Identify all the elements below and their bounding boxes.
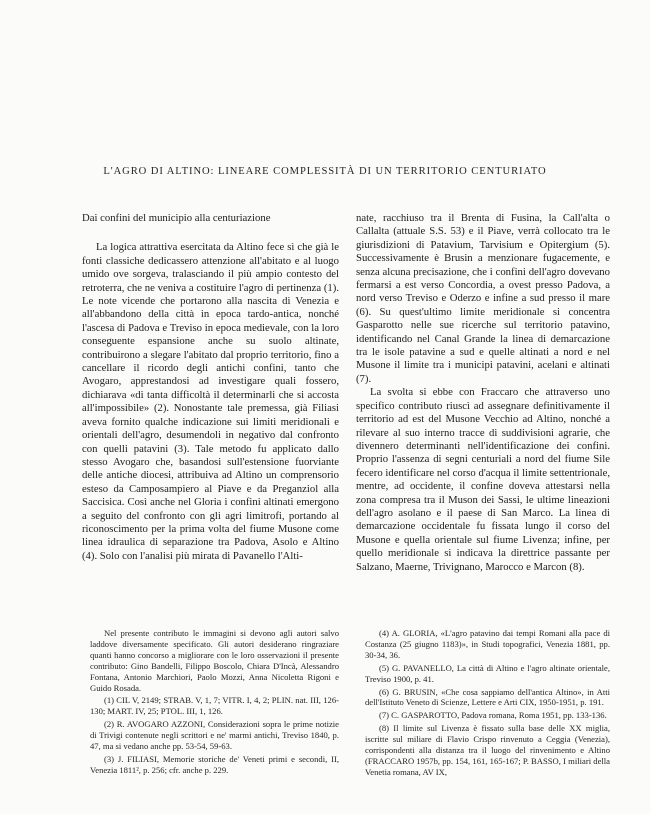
article-title: L'AGRO DI ALTINO: LINEARE COMPLESSITÀ DI UN TERRITORIO CENTURIATO [103,166,547,177]
footnote: (3) J. FILIASI, Memorie storiche de' Veneti primi e secondi, II, Venezia 1811², p. 256; cfr. anche p. 229. [90,753,339,775]
section-subheading: Dai confini del municipio alla centuriazione [82,212,271,224]
body-paragraph: La logica attrattiva esercitata da Altino fece sì che già le fonti classiche dedicassero attenzione all'abitato e al luogo umido ove sorgeva, tralasciando il più ampio contesto del retroterra, che ne veniva a costituire l'agro di pertinenza (1). Le note vicende che portarono alla nascita di Venezia e all'abbandono della città in epoca tardo-antica, nonché l'ascesa di Padova e Treviso in epoca medievale, con la loro conseguente espansione anche su suolo altinate, contribuirono a slegare l'abitato dal proprio territorio, fino a cancellare il ricordo degli antichi confini, tanto che Avogaro, apprestandosi ad investigare quali fossero, dichiarava «di tanta difficoltà il determinarli che si accosta all'impossibile» (2). Nonostante tale premessa, già Filiasi aveva fornito qualche indicazione sui limiti meridionali e orientali dell'agro, desumendoli in negativo dal confronto con quelli patavini (3). Tale metodo fu applicato dallo stesso Avogaro che, basandosi sull'estensione fuorviante delle antiche diocesi, attribuiva ad Altino un comprensorio esteso da Camposampiero al Piave e da Preganziol alla Saccisica. Così anche nel Gloria i confini altinati emergono a seguito del confronto con gli agri limitrofi, portando al riconoscimento per la prima volta del fiume Musone come linea idraulica di separazione tra Padova, Asolo e Altino (4). Solo con l'analisi più mirata di Pavanello l'Alti- [82,241,339,562]
footnote: (2) R. AVOGARO AZZONI, Considerazioni sopra le prime notizie di Trivigi contenute negli scrittori e ne' marmi antichi, Treviso 1840, p. 47, ma si vedano anche pp. 53-54, 59-63. [90,719,339,752]
footnote: Nel presente contributo le immagini si devono agli autori salvo laddove diversamente specificato. Gli autori desiderano ringraziare quanti hanno concorso a migliorare con le loro osservazioni il presente contributo: Gino Bandelli, Filippo Boscolo, Chiara D'Incà, Alessandro Fontana, Antonio Marchiori, Paolo Mozzi, Anna Nicoletta Rigoni e Guido Rosada. [90,628,339,693]
footnote: (4) A. GLORIA, «L'agro patavino dai tempi Romani alla pace di Costanza (25 giugno 1183)», in Studi topografici, Venezia 1881, pp. 30-34, 36. [365,628,610,660]
body-paragraph: nate, racchiuso tra il Brenta di Fusina, la Call'alta o Callalta (attuale S.S. 53) e il Piave, verrà collocato tra le giurisdizioni di Patavium, Tarvisium e Opitergium (5). Successivamente è Brusin a menzionare fugacemente, e senza alcuna precisazione, che i confini dell'agro dovevano fermarsi a est verso Concordia, a ovest presso Padova, a nord verso Treviso e Oderzo e infine a sud presso il mare (6). Su quest'ultimo limite meridionale si concentra Gasparotto nelle sue ricerche sul territorio patavino, identificando nel Canal Grande la linea di demarcazione tra le isole patavine a sud e quelle altinati a nord e nel Musone il limite tra i municipi patavini, acelani e altinati (7). [356,212,610,385]
footnote: (1) CIL V, 2149; STRAB. V, 1, 7; VITR. I, 4, 2; PLIN. nat. III, 126-130; MART. IV, 25; PTOL. III, 1, 126. [90,695,339,717]
footnotes-left [90,628,339,778]
footnote: (5) G. PAVANELLO, La città di Altino e l'agro altinate orientale, Treviso 1900, p. 41. [365,662,610,684]
footnote: (7) C. GASPAROTTO, Padova romana, Roma 1951, pp. 133-136. [379,710,607,721]
footnote: (8) Il limite sul Livenza è fissato sulla base delle XX miglia, iscritte sul miliare di Flavio Crispo rinvenuto a Ceggia (Venezia), corrispondenti alla distanza tra il luogo del rinvenimento e Altino (FRACCARO 1957b, pp. 154, 161, 165-167; P. BASSO, I miliari della Venetia romana, AV IX, [365,723,610,777]
body-column-right [356,212,610,574]
footnote: (6) G. BRUSIN, «Che cosa sappiamo dell'antica Altino», in Atti dell'Istituto Veneto di Scienze, Lettere e Arti CIX, 1950-1951, p. 191. [365,686,610,708]
footnotes-right [365,628,610,780]
body-column-left [82,212,339,563]
body-paragraph: La svolta si ebbe con Fraccaro che attraverso uno specifico contributo riuscì ad assegnare definitivamente il territorio ad est del Musone Vecchio ad Altino, nonché a rilevare al suo interno tracce di suddivisioni agrarie, che divennero determinanti nell'identificazione dei confini. Proprio l'assenza di segni centuriali a nord del fiume Sile fecero identificare nel corso d'acqua il limite settentrionale, mentre, ad occidente, il confine doveva attestarsi nella zona compresa tra il Muson dei Sassi, le ultime lineazioni dell'agro asolano e il paese di San Marco. La linea di demarcazione occidentale fu fissata lungo il corso del Musone e quella orientale sul fiume Livenza; infine, per quello meridionale si indicava la direttrice passante per Salzano, Maerne, Trivignano, Marocco e Marcon (8). [356,386,610,573]
